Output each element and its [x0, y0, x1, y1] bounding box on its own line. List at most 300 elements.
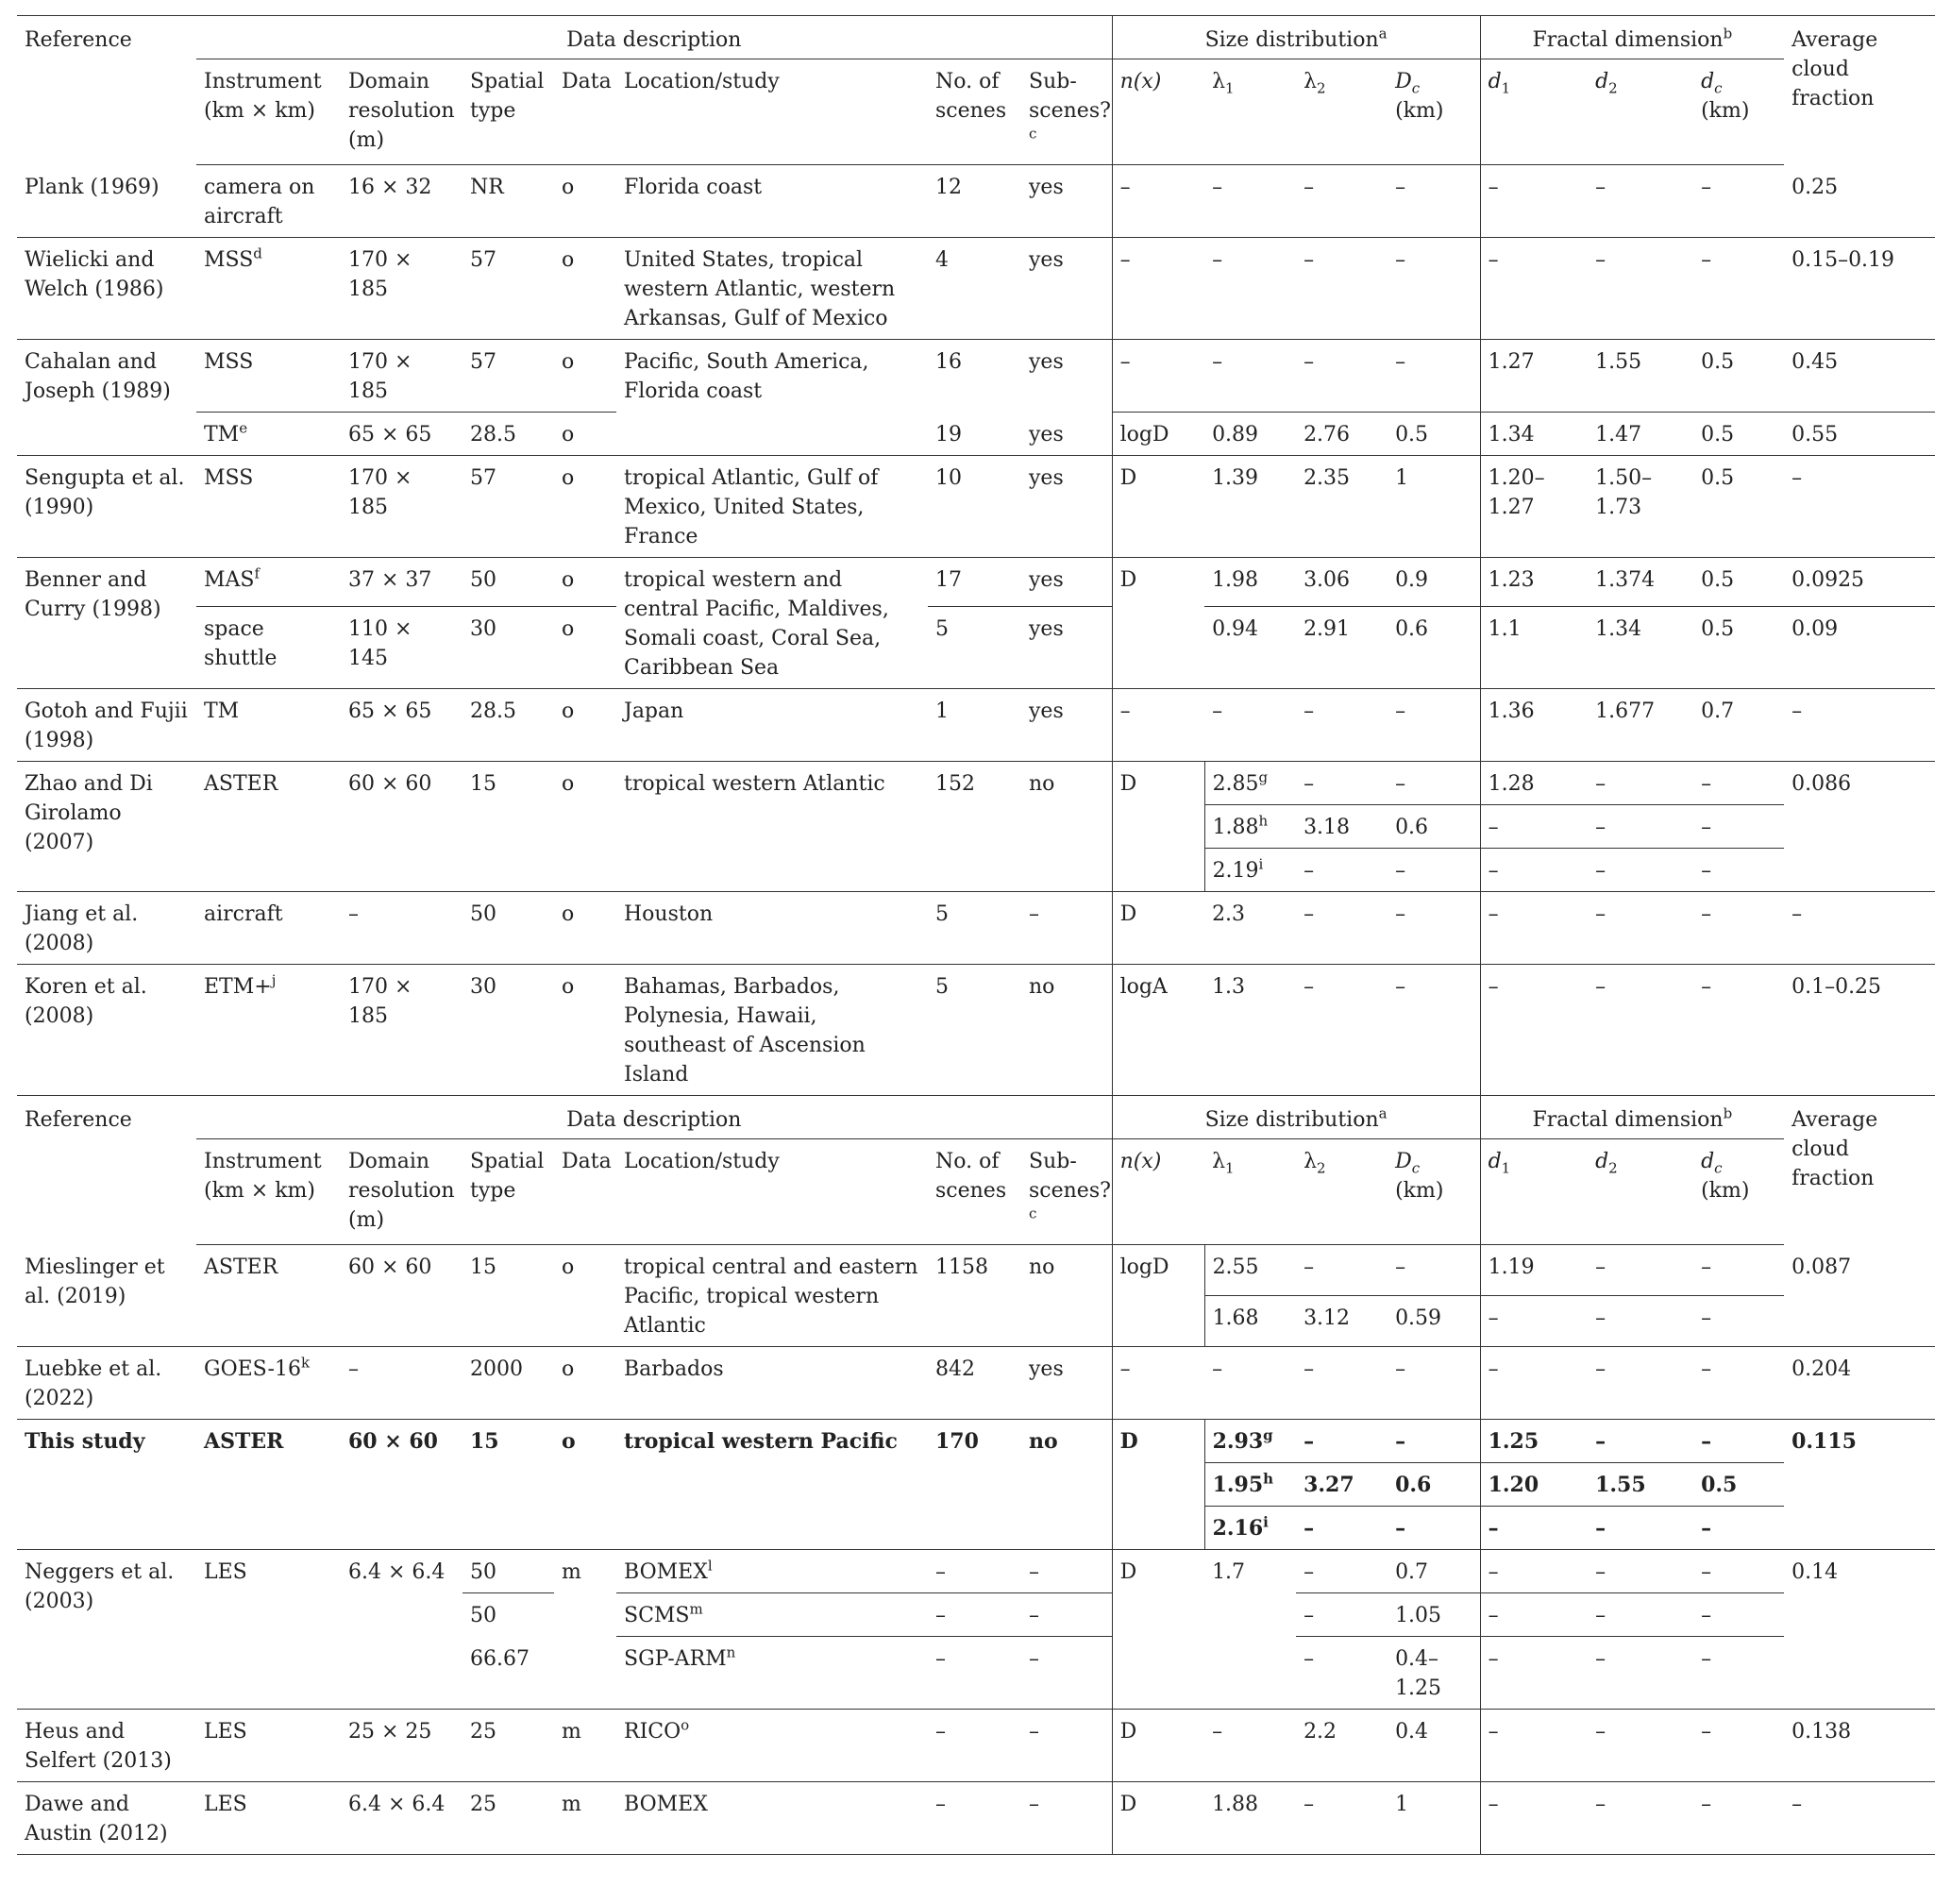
table-cell-dc: 0.6	[1388, 805, 1480, 849]
group-size-distribution: Size distribution$^a$	[1112, 1096, 1480, 1139]
table-cell-l2: –	[1296, 1782, 1388, 1855]
table-cell-scenes: 4	[928, 238, 1021, 340]
col-no-scenes: No. of scenes	[928, 59, 1021, 165]
table-cell-d2: 1.374	[1588, 558, 1693, 607]
table-cell-nx: –	[1112, 1347, 1204, 1420]
table-cell-loc: Pacific, South America, Florida coast	[616, 340, 928, 456]
table-cell-ref: Dawe and Austin (2012)	[17, 1782, 196, 1855]
table-cell-dc: 0.6	[1388, 1463, 1480, 1507]
table-cell-dfc: 0.5	[1693, 340, 1784, 413]
table-cell-res: 25	[463, 1710, 554, 1782]
table-cell-l1: –	[1204, 1347, 1296, 1420]
table-cell-inst: LES	[196, 1782, 341, 1855]
table-cell-type: m	[554, 1550, 616, 1710]
table-cell-l1: 2.3	[1204, 892, 1296, 965]
table-cell-nx: logD	[1112, 1245, 1204, 1347]
table-cell-res: 57	[463, 238, 554, 340]
table-cell-cf: 0.087	[1784, 1245, 1935, 1347]
table-cell-l2: 2.91	[1296, 606, 1388, 688]
table-cell-scenes: –	[928, 1593, 1021, 1637]
table-row	[17, 965, 1935, 1096]
table-cell-d2: –	[1588, 1507, 1693, 1550]
table-cell-sub: –	[1021, 1550, 1112, 1593]
table-cell-l2: –	[1296, 340, 1388, 413]
table-cell-type: o	[554, 238, 616, 340]
table-cell-l1: 2.55	[1204, 1245, 1296, 1296]
table-cell-cf: –	[1784, 1782, 1935, 1855]
table-cell-inst: ASTER	[196, 762, 341, 892]
table-cell-sub: –	[1021, 1637, 1112, 1710]
table-cell-scenes: 5	[928, 606, 1021, 688]
table-cell-l1: 0.94	[1204, 606, 1296, 688]
table-cell-l2: 2.35	[1296, 456, 1388, 558]
table-cell-sub: yes	[1021, 689, 1112, 762]
table-cell-dc: –	[1388, 1245, 1480, 1296]
table-cell-dc: 0.4–1.25	[1388, 1637, 1480, 1710]
table-cell-res: 50	[463, 558, 554, 607]
table-cell-d2: –	[1588, 238, 1693, 340]
table-cell-l2: –	[1296, 965, 1388, 1096]
table-cell-dfc: –	[1693, 1710, 1784, 1782]
table-cell: 2.85$^g$	[1204, 762, 1296, 805]
table-cell-ref: Heus and Selfert (2013)	[17, 1710, 196, 1782]
col-average-cloud-fraction: Average cloud fraction	[1784, 1096, 1935, 1245]
table-cell-dc: –	[1388, 165, 1480, 238]
table-cell-d2: –	[1588, 892, 1693, 965]
table-cell-d1: 1.28	[1480, 762, 1588, 805]
col-instrument: Instrument (km × km)	[196, 59, 341, 165]
table-cell-d1: 1.20	[1480, 1463, 1588, 1507]
table-cell-d2: 1.47	[1588, 413, 1693, 456]
table-cell-ref: Wielicki and Welch (1986)	[17, 238, 196, 340]
table-cell-scenes: 16	[935, 350, 962, 374]
table-cell-d1: –	[1480, 892, 1588, 965]
table-cell-nx: –	[1112, 340, 1204, 413]
table-cell: RICO$^o$	[616, 1710, 928, 1782]
table-cell-res: 30	[463, 965, 554, 1096]
col-Dc: $D_c$ (km)	[1388, 1139, 1480, 1245]
table-cell-l2: 3.06	[1296, 558, 1388, 607]
table-cell-l2: 3.27	[1296, 1463, 1388, 1507]
table-row	[17, 558, 1935, 607]
table-row	[17, 1710, 1935, 1782]
table-cell-res: 57	[463, 340, 554, 413]
col-lambda1: $\lambda_1$	[1204, 59, 1296, 165]
table-cell-dc: 0.7	[1388, 1550, 1480, 1593]
table-cell-loc: tropical western Pacific	[616, 1420, 928, 1550]
table-cell-d2: –	[1588, 849, 1693, 892]
table-cell: SCMS$^m$	[616, 1593, 928, 1637]
table-cell-res: 50	[463, 1550, 554, 1593]
table-cell-d1: –	[1480, 1637, 1588, 1710]
col-Dc: $D_c$ (km)	[1388, 59, 1480, 165]
table-row	[17, 1550, 1935, 1593]
table-cell-scenes: 10	[928, 456, 1021, 558]
table-cell-d2: –	[1588, 762, 1693, 805]
table-cell-inst: ASTER	[196, 1420, 341, 1550]
table-cell-type: o	[554, 558, 616, 607]
table-cell-inst: camera on aircraft	[196, 165, 341, 238]
table-cell-dfc: 0.5	[1693, 456, 1784, 558]
group-fractal-dimension: Fractal dimension$^b$	[1480, 16, 1784, 59]
col-lambda1: $\lambda_1$	[1204, 1139, 1296, 1245]
table-cell-type: o	[554, 1420, 616, 1550]
table-cell-scenes: 12	[928, 165, 1021, 238]
table-cell-cf: 0.09	[1784, 606, 1935, 688]
table-cell-res: 15	[463, 1420, 554, 1550]
table-cell-d2: –	[1588, 1550, 1693, 1593]
table-cell-d1: –	[1480, 1507, 1588, 1550]
table-cell-scenes: 152	[928, 762, 1021, 892]
table-cell-nx: D	[1112, 456, 1204, 558]
table-cell-dfc: –	[1693, 1507, 1784, 1550]
table-cell-l1: –	[1204, 340, 1296, 413]
table-row	[17, 762, 1935, 805]
table-cell-sub: no	[1021, 1245, 1112, 1347]
table-cell-scenes: 17	[928, 558, 1021, 607]
table-cell-dc: 0.59	[1388, 1296, 1480, 1347]
header-row-columns	[17, 59, 1935, 165]
table-cell-cf: 0.086	[1784, 762, 1935, 892]
table-cell-cf: 0.0925	[1784, 558, 1935, 607]
table-row	[17, 413, 1935, 456]
table-cell-scenes: 5	[928, 965, 1021, 1096]
table-cell-dfc: –	[1693, 1637, 1784, 1710]
table-cell-d2: –	[1588, 1296, 1693, 1347]
table-cell-d2: –	[1588, 965, 1693, 1096]
cloud-statistics-table-part-1	[17, 15, 1935, 1096]
table-cell-l2: –	[1296, 1245, 1388, 1296]
table-cell-ref: Sengupta et al. (1990)	[17, 456, 196, 558]
col-lambda2: $\lambda_2$	[1296, 1139, 1388, 1245]
table-cell-dfc: –	[1693, 1782, 1784, 1855]
table-cell-nx: D	[1112, 1420, 1204, 1550]
table-cell-dc: –	[1388, 689, 1480, 762]
table-cell-l2: –	[1296, 1420, 1388, 1463]
table-cell-dfc: 0.5	[1693, 558, 1784, 607]
col-data: Data	[554, 1139, 616, 1245]
table-cell-d2: –	[1588, 1593, 1693, 1637]
table-cell-d1: –	[1480, 1782, 1588, 1855]
table-cell-scenes: 1	[928, 689, 1021, 762]
table-cell-res: 66.67	[463, 1637, 554, 1710]
group-data-description: Data description	[196, 1096, 1112, 1139]
table-cell-ref: Zhao and Di Girolamo (2007)	[17, 762, 196, 892]
table-cell: 2.16$^i$	[1204, 1507, 1296, 1550]
table-cell-d2: –	[1588, 1245, 1693, 1296]
table-cell-scenes: –	[928, 1782, 1021, 1855]
table-cell-type: o	[554, 413, 616, 456]
table-row	[17, 892, 1935, 965]
table-cell: GOES-16$^k$	[196, 1347, 341, 1420]
table-cell-ref: Neggers et al. (2003)	[17, 1550, 196, 1710]
table-cell-inst: ASTER	[196, 1245, 341, 1347]
table-cell-nx: D	[1112, 1782, 1204, 1855]
table-cell-d2: –	[1588, 805, 1693, 849]
table-cell-sub: yes	[1021, 1347, 1112, 1420]
table-cell-dfc: 0.5	[1693, 606, 1784, 688]
table-cell-type: o	[554, 689, 616, 762]
table-cell-dfc: –	[1693, 1420, 1784, 1463]
table-cell-dfc: –	[1693, 849, 1784, 892]
group-data-description: Data description	[196, 16, 1112, 59]
table-cell-ref: Benner and Curry (1998)	[17, 558, 196, 689]
table-cell-d1: –	[1480, 1593, 1588, 1637]
table-cell-l1: 1.7	[1204, 1550, 1296, 1710]
table-cell-dfc: –	[1693, 1550, 1784, 1593]
table-cell-res: NR	[463, 165, 554, 238]
table-cell-domain: 170 × 185	[341, 238, 463, 340]
table-cell: 2.93$^g$	[1204, 1420, 1296, 1463]
table-cell-inst: MSS	[196, 340, 341, 413]
col-dc: $d_c$ (km)	[1693, 59, 1784, 165]
table-cell-loc: BOMEX	[616, 1782, 928, 1855]
table-cell-l2: 2.2	[1296, 1710, 1388, 1782]
table-cell-l1: 1.68	[1204, 1296, 1296, 1347]
table-cell-inst: TM	[196, 689, 341, 762]
table-cell-domain: 110 × 145	[341, 606, 463, 688]
table-cell-nx: D	[1112, 1550, 1204, 1710]
table-cell-d1: 1.19	[1480, 1245, 1588, 1296]
table-cell-d2: –	[1588, 1420, 1693, 1463]
table-cell-d2: 1.34	[1588, 606, 1693, 688]
table-cell-l2: 2.76	[1296, 413, 1388, 456]
table-cell-dc: 0.9	[1388, 558, 1480, 607]
table-cell-dc: 1.05	[1388, 1593, 1480, 1637]
table-cell-d2: 1.677	[1588, 689, 1693, 762]
table-cell-loc: United States, tropical western Atlantic, western Arkansas, Gulf of Mexico	[616, 238, 928, 340]
table-cell-loc: tropical Atlantic, Gulf of Mexico, United States, France	[616, 456, 928, 558]
table-cell-l1: –	[1204, 165, 1296, 238]
table-row-this-study	[17, 1420, 1935, 1463]
table-cell-type: m	[554, 1782, 616, 1855]
table-cell-type: o	[554, 965, 616, 1096]
table-cell-res: 50	[470, 1604, 496, 1627]
table-cell: BOMEX$^l$	[616, 1550, 928, 1593]
table-cell-ref: Gotoh and Fujii (1998)	[17, 689, 196, 762]
table-cell-dfc: 0.5	[1693, 1463, 1784, 1507]
col-d1: $d_1$	[1480, 1139, 1588, 1245]
table-cell-res: 28.5	[463, 413, 554, 456]
table-cell-d1: –	[1480, 1296, 1588, 1347]
table-cell-l2: 3.12	[1296, 1296, 1388, 1347]
table-cell-dfc: –	[1693, 892, 1784, 965]
table-cell-domain: 65 × 65	[341, 689, 463, 762]
table-cell-l1: 1.3	[1204, 965, 1296, 1096]
table-cell-res: 28.5	[463, 689, 554, 762]
table-cell-dc: 1	[1388, 1782, 1480, 1855]
col-lambda2: $\lambda_2$	[1296, 59, 1388, 165]
table-cell-sub: –	[1021, 1593, 1112, 1637]
table-cell-nx: D	[1112, 1710, 1204, 1782]
table-cell-dc: 0.5	[1388, 413, 1480, 456]
table-cell-nx: –	[1112, 238, 1204, 340]
table-cell-res: 57	[463, 456, 554, 558]
table-row	[17, 1245, 1935, 1296]
table-cell-d1: –	[1480, 849, 1588, 892]
col-d1: $d_1$	[1480, 59, 1588, 165]
group-fractal-dimension: Fractal dimension$^b$	[1480, 1096, 1784, 1139]
col-data: Data	[554, 59, 616, 165]
table-cell-dfc: –	[1693, 965, 1784, 1096]
table-cell-domain: 6.4 × 6.4	[341, 1550, 463, 1710]
table-cell-cf: –	[1784, 456, 1935, 558]
table-cell-res: 30	[463, 606, 554, 688]
table-cell-inst: MSS	[196, 456, 341, 558]
table-cell-scenes: –	[928, 1550, 1021, 1593]
table-cell-l2: –	[1296, 689, 1388, 762]
table-cell-scenes: 170	[928, 1420, 1021, 1550]
table-cell-domain: 25 × 25	[341, 1710, 463, 1782]
table-cell-l2: –	[1296, 1507, 1388, 1550]
col-average-cloud-fraction: Average cloud fraction	[1784, 16, 1935, 165]
table-cell-dc: –	[1388, 340, 1480, 413]
table-cell-l2: –	[1296, 165, 1388, 238]
table-row	[17, 456, 1935, 558]
table-cell-dfc: –	[1693, 1347, 1784, 1420]
table-cell-d1: 1.1	[1480, 606, 1588, 688]
table-cell-d1: 1.25	[1480, 1420, 1588, 1463]
table-cell-ref: Mieslinger et al. (2019)	[17, 1245, 196, 1347]
table-cell: MAS$^f$	[196, 558, 341, 607]
table-cell: SGP-ARM$^n$	[616, 1637, 928, 1710]
table-cell-nx: D	[1112, 892, 1204, 965]
table-cell-l2: –	[1296, 238, 1388, 340]
table-cell-dfc: –	[1693, 1296, 1784, 1347]
table-cell-nx: D	[1112, 558, 1204, 689]
table-cell-cf: 0.1–0.25	[1784, 965, 1935, 1096]
table-cell-ref: Koren et al. (2008)	[17, 965, 196, 1096]
table-cell-l2: –	[1296, 762, 1388, 805]
table-cell-l2: –	[1296, 1347, 1388, 1420]
table-cell-type: o	[554, 1347, 616, 1420]
table-cell-scenes: 19	[928, 413, 1021, 456]
table-cell-res: 15	[463, 762, 554, 892]
col-nx: n(x)	[1112, 59, 1204, 165]
table-cell-sub: yes	[1021, 165, 1112, 238]
table-cell-l1: –	[1204, 689, 1296, 762]
table-cell-d2: 1.55	[1588, 1463, 1693, 1507]
table-row	[17, 238, 1935, 340]
table-cell-domain: 6.4 × 6.4	[341, 1782, 463, 1855]
table-cell-sub: yes	[1021, 456, 1112, 558]
table-cell-d2: –	[1588, 165, 1693, 238]
table-cell-scenes: 5	[928, 892, 1021, 965]
table-cell-d2: –	[1588, 1782, 1693, 1855]
table-cell-nx: logD	[1112, 413, 1204, 456]
table-cell-cf: 0.204	[1784, 1347, 1935, 1420]
table-cell-dfc: –	[1693, 1245, 1784, 1296]
table-cell-loc: tropical western Atlantic	[616, 762, 928, 892]
table-cell-dc: 0.4	[1388, 1710, 1480, 1782]
cloud-statistics-table-part-2	[17, 1095, 1935, 1855]
table-cell-cf: 0.45	[1784, 340, 1935, 413]
table-cell-dc: –	[1388, 1347, 1480, 1420]
table-cell-l2: 3.18	[1296, 805, 1388, 849]
table-cell-loc: tropical western and central Pacific, Maldives, Somali coast, Coral Sea, Caribbean Sea	[616, 558, 928, 689]
table-cell-d1: –	[1480, 805, 1588, 849]
table-cell-d1: 1.36	[1480, 689, 1588, 762]
table-cell-dc: –	[1388, 965, 1480, 1096]
table-cell-ref: Jiang et al. (2008)	[17, 892, 196, 965]
table-cell-d2: –	[1588, 1710, 1693, 1782]
table-cell-dfc: –	[1693, 238, 1784, 340]
table-cell: 1.95$^h$	[1204, 1463, 1296, 1507]
table-cell-cf: –	[1784, 689, 1935, 762]
table-cell-dc: 1	[1388, 456, 1480, 558]
header-row-columns	[17, 1139, 1935, 1245]
table-cell-nx: –	[1112, 165, 1204, 238]
table-cell: ETM+$^j$	[196, 965, 341, 1096]
table-cell-inst: LES	[196, 1550, 341, 1710]
header-row-groups	[17, 1096, 1935, 1139]
table-cell-dc: –	[1388, 1420, 1480, 1463]
col-spatial: Spatial type	[463, 1139, 554, 1245]
table-cell-d1: –	[1480, 165, 1588, 238]
table-cell-domain: 37 × 37	[341, 558, 463, 607]
table-row	[17, 1347, 1935, 1420]
table-cell-scenes: 1158	[928, 1245, 1021, 1347]
table-cell-l1: 1.39	[1204, 456, 1296, 558]
table-cell-dc: –	[1388, 762, 1480, 805]
table-cell-res: 15	[463, 1245, 554, 1347]
table-cell-type: m	[554, 1710, 616, 1782]
table-cell: $TM^e$	[196, 413, 341, 456]
table-cell-dfc: –	[1693, 762, 1784, 805]
table-cell-domain: 170 × 185	[341, 456, 463, 558]
table-cell-d1: 1.20–1.27	[1480, 456, 1588, 558]
table-cell-ref: Cahalan and Joseph (1989)	[17, 340, 196, 456]
table-row	[17, 606, 1935, 688]
table-cell-l1: 1.88	[1204, 1782, 1296, 1855]
table-cell-d2: –	[1588, 1347, 1693, 1420]
table-cell-sub: no	[1021, 762, 1112, 892]
table-cell-loc: Bahamas, Barbados, Polynesia, Hawaii, southeast of Ascension Island	[616, 965, 928, 1096]
table-cell-l2: –	[1296, 1593, 1388, 1637]
table-cell-domain: 65 × 65	[341, 413, 463, 456]
table-cell-l1: –	[1204, 238, 1296, 340]
col-spatial: Spatial type	[463, 59, 554, 165]
table-cell-nx: D	[1112, 762, 1204, 892]
table-cell-ref: This study	[17, 1420, 196, 1550]
table-cell-d1: –	[1480, 238, 1588, 340]
col-d2: $d_2$	[1588, 1139, 1693, 1245]
table-cell-domain: –	[341, 1347, 463, 1420]
table-cell-loc: Florida coast	[616, 165, 928, 238]
table-cell-scenes: –	[928, 1710, 1021, 1782]
col-domain: Domain resolution (m)	[341, 59, 463, 165]
table-cell-dfc: 0.7	[1693, 689, 1784, 762]
table-cell-sub: yes	[1021, 606, 1112, 688]
table-row	[17, 165, 1935, 238]
table-cell-d1: 1.23	[1480, 558, 1588, 607]
table-cell-inst: aircraft	[196, 892, 341, 965]
col-no-scenes: No. of scenes	[928, 1139, 1021, 1245]
table-cell-dfc: –	[1693, 1593, 1784, 1637]
table-cell-d1: –	[1480, 965, 1588, 1096]
table-cell-ref: Luebke et al. (2022)	[17, 1347, 196, 1420]
table-cell-cf: –	[1784, 892, 1935, 965]
table-cell-sub: no	[1021, 965, 1112, 1096]
table-cell-dc: –	[1388, 1507, 1480, 1550]
table-cell-inst: space shuttle	[196, 606, 341, 688]
table-cell-l2: –	[1296, 1550, 1388, 1593]
table-cell-type: o	[554, 456, 616, 558]
table-cell-sub: yes	[1021, 558, 1112, 607]
table-cell-dfc: –	[1693, 165, 1784, 238]
table-cell-sub: –	[1021, 892, 1112, 965]
table-cell-res: 50	[463, 892, 554, 965]
